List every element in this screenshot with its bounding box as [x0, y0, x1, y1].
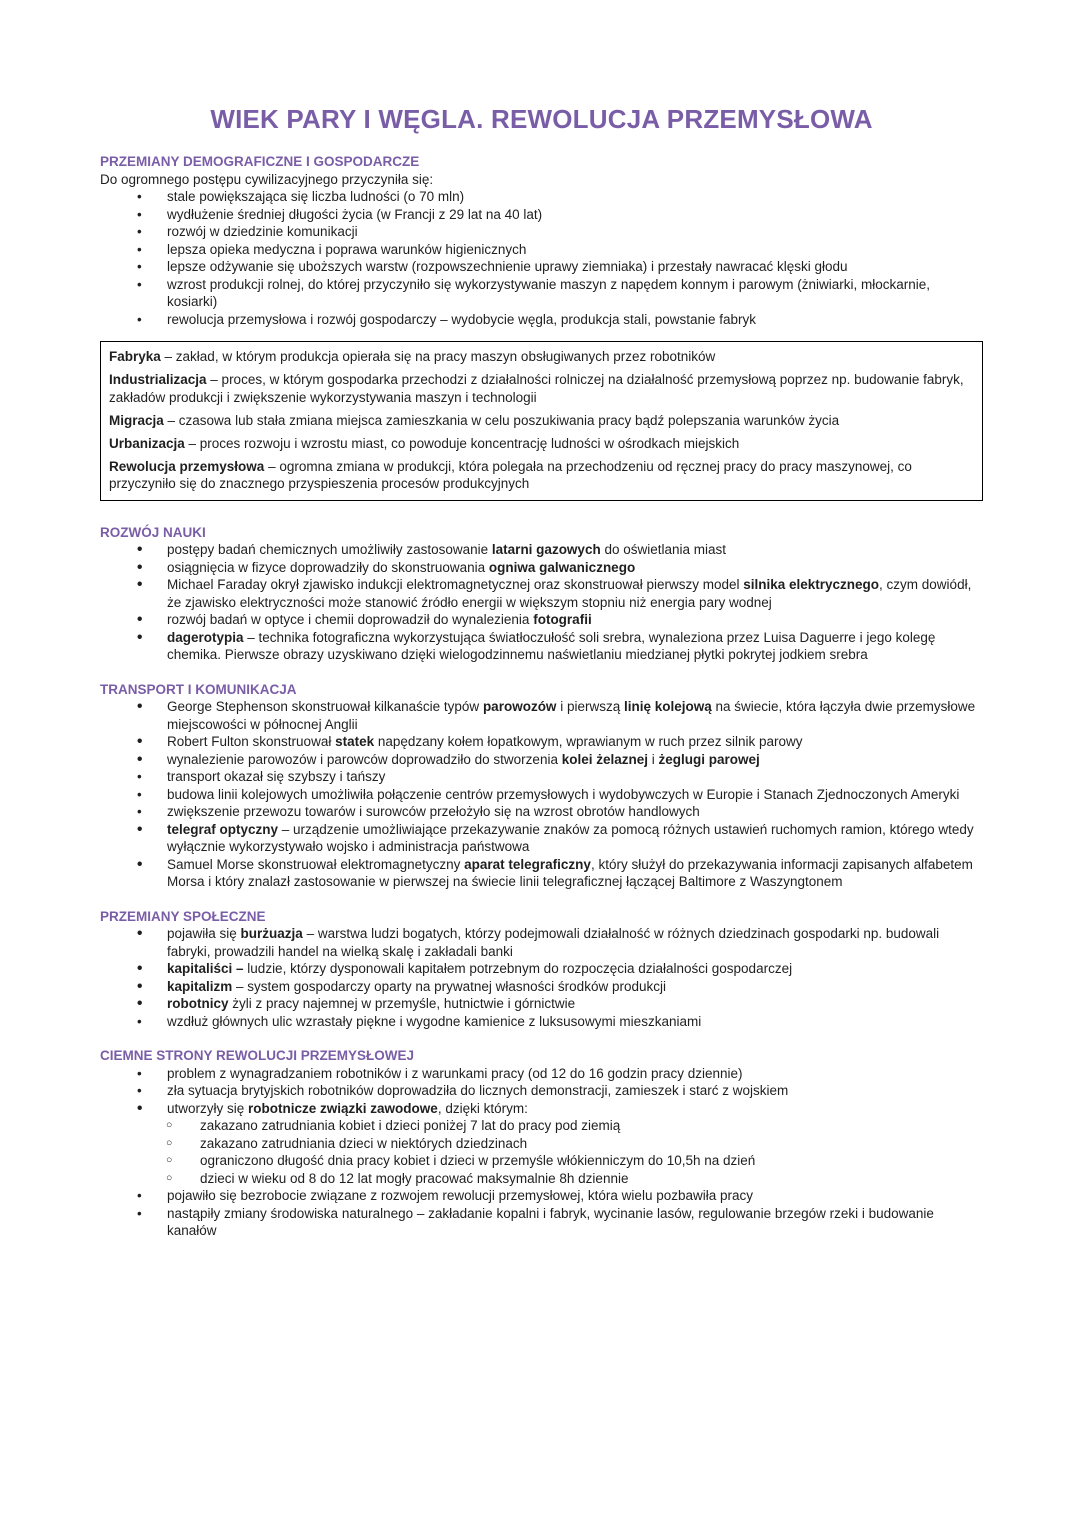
bold-text: parowozów [482, 699, 557, 714]
bold-text: linię kolejową [623, 699, 712, 714]
item-text: kapitaliści – ludzie, którzy dysponowali kapitałem potrzebnym do rozpoczęcia działalności gospodarczej [167, 961, 793, 976]
bullet-icon: • [137, 189, 142, 204]
list-item [100, 1205, 983, 1240]
section-rozwoj-nauki [100, 524, 983, 664]
list-item [100, 960, 983, 978]
list-item [100, 803, 983, 821]
bullet-icon: • [137, 786, 142, 802]
section-przemiany-spoleczne [100, 908, 983, 1031]
list-item [100, 1065, 983, 1083]
item-text: wzrost produkcji rolnej, do której przyczyniło się wykorzystywanie maszyn z napędem konnym i parowym (żniwiarki, młockarnie, kosiarki) [167, 276, 931, 309]
bullet-icon: • [137, 995, 143, 1012]
bullet-icon: • [137, 276, 142, 292]
section-heading: CIEMNE STRONY REWOLUCJI PRZEMYSŁOWEJ [100, 1048, 415, 1063]
definition-entry: Fabryka – zakład, w którym produkcja opierała się na pracy maszyn obsługiwanych przez robotników [109, 349, 716, 364]
item-text: rewolucja przemysłowa i rozwój gospodarczy – wydobycie węgla, produkcja stali, powstanie fabryk [167, 311, 757, 327]
bullet-icon: • [137, 733, 143, 750]
circle-bullet-icon: ○ [166, 1154, 173, 1166]
item-text: utworzyły się robotnicze związki zawodowe, dzięki którym: [167, 1100, 528, 1116]
bold-text: burżuazja [240, 926, 303, 941]
list-item [100, 576, 983, 611]
list-item [100, 925, 983, 960]
list-item [100, 856, 983, 891]
bullet-icon: • [137, 977, 143, 995]
item-text: transport okazał się szybszy i tańszy [167, 769, 386, 784]
item-text: dagerotypia – technika fotograficzna wykorzystująca światłoczułość soli srebra, wynaleziona przez Luisa Daguerre i jego kolegę chemika. Pierwsze obrazy uzyskiwano dzięki wielogodzinnemu naświetlaniu miedzianej płytki pokrytej jodkiem srebra [167, 629, 936, 662]
item-text: wzdłuż głównych ulic wzrastały piękne i wygodne kamienice z luksusowymi mieszkaniami [167, 1013, 702, 1029]
item-text: pojawiła się burżuazja – warstwa ludzi bogatych, którzy podejmowali działalność w różnych dziedzinach gospodarki np. budowali fabryki, prowadzili handel na wielką skalę i zakładali banki [167, 926, 940, 959]
definition-entry: Migracja – czasowa lub stała zmiana miejsca zamieszkania w celu poszukiwania pracy bądź polepszania warunków życia [109, 412, 840, 428]
bullet-icon: • [137, 576, 143, 593]
item-text: Samuel Morse skonstruował elektromagnetyczny aparat telegraficzny, który służył do przekazywania informacji zapisanych alfabetem Morsa i który znalazł zastosowanie w pierwszej na świecie linii telegraficznej łączącej Baltimore z Waszyngtonem [167, 856, 973, 889]
bullet-icon: • [137, 698, 143, 715]
item-text: telegraf optyczny – urządzenie umożliwiające przekazywanie znaków za pomocą różnych ustawień ruchomych ramion, którego wtedy wyłącznie wykorzystywało wojsko i administracja państwowa [167, 821, 974, 854]
bold-text: żeglugi parowej [658, 751, 760, 767]
section-heading: PRZEMIANY SPOŁECZNE [100, 908, 266, 924]
item-text: zwiększenie przewozu towarów i surowców przełożyło się na wzrost obrotów handlowych [167, 804, 700, 819]
item-text: rozwój badań w optyce i chemii doprowadził do wynalezienia fotografii [167, 612, 592, 627]
bullet-list [100, 925, 983, 1030]
bullet-icon: • [137, 1083, 142, 1098]
bullet-icon: • [137, 820, 143, 838]
item-text: budowa linii kolejowych umożliwiła połączenie centrów przemysłowych i wydobywczych w Europie i Stanach Zjednoczonych Ameryki [167, 786, 960, 802]
definition-entry: Industrializacja – proces, w którym gospodarka przechodzi z działalności rolniczej na działalność przemysłową poprzez np. budowanie fabryk, zakładów produkcji i zwiększenie wykorzystywania maszyn i technologii [109, 372, 964, 405]
bullet-icon: • [137, 628, 143, 646]
bold-text: ogniwa galwanicznego [488, 559, 636, 575]
bullet-icon: • [137, 541, 143, 558]
list-item [100, 258, 983, 276]
list-item [100, 751, 983, 769]
list-item [100, 698, 983, 733]
bullet-icon: • [137, 960, 143, 977]
bullet-icon: • [137, 311, 142, 327]
item-text: osiągnięcia w fizyce doprowadziły do skonstruowania ogniwa galwanicznego [167, 559, 636, 575]
section-ciemne-strony-rewolucji-przemyslowej [100, 1047, 983, 1240]
item-text: wydłużenie średniej długości życia (w Francji z 29 lat na 40 lat) [167, 206, 543, 222]
list-item [100, 1135, 983, 1153]
item-text: robotnicy żyli z pracy najemnej w przemyśle, hutnictwie i górnictwie [167, 996, 576, 1011]
item-text: lepsze odżywanie się uboższych warstw (rozpowszechnienie uprawy ziemniaka) i przestały nawracać klęski głodu [167, 259, 848, 274]
bullet-icon: • [137, 769, 142, 784]
list-item [100, 1187, 983, 1205]
section-heading: ROZWÓJ NAUKI [100, 524, 206, 540]
definition-term: Fabryka [109, 349, 161, 364]
bullet-icon: • [137, 558, 143, 576]
bullet-icon: • [137, 750, 143, 768]
bullet-icon: • [137, 1013, 142, 1029]
list-item [100, 1170, 983, 1188]
bold-text: kapitaliści – [167, 961, 244, 976]
definition-entry: Rewolucja przemysłowa – ogromna zmiana w produkcji, która polegała na przechodzeniu od ręcznej pracy do pracy maszynowej, co przyczyniło się do znacznego przyspieszenia procesów produkcyjnych [109, 458, 912, 491]
list-item [100, 223, 983, 241]
list-item [100, 311, 983, 329]
list-item [100, 1013, 983, 1031]
item-text: postępy badań chemicznych umożliwiły zastosowanie latarni gazowych do oświetlania miast [167, 542, 727, 557]
list-item [100, 629, 983, 664]
section-przemiany-demograficzne-i-gospodarcze [100, 153, 983, 328]
list-item [100, 206, 983, 224]
list-item [100, 786, 983, 804]
definition-term: Rewolucja przemysłowa [109, 458, 265, 474]
bullet-icon: • [137, 611, 143, 628]
bullet-icon: • [137, 259, 142, 274]
list-item [100, 821, 983, 856]
list-item [100, 559, 983, 577]
definition-term: Migracja [109, 412, 164, 428]
list-item [100, 1152, 983, 1170]
bullet-icon: • [137, 1065, 142, 1081]
bold-text: kolei żelaznej [561, 751, 649, 767]
list-item [100, 611, 983, 629]
bullet-list [100, 698, 983, 891]
circle-bullet-icon: ○ [166, 1119, 173, 1131]
item-text: kapitalizm – system gospodarczy oparty na prywatnej własności środków produkcji [167, 978, 666, 994]
item-text: ograniczono długość dnia pracy kobiet i dzieci w przemyśle włókienniczym do 10,5h na dzień [200, 1153, 756, 1168]
list-item [100, 768, 983, 786]
bullet-icon: • [137, 804, 142, 819]
item-text: Michael Faraday okrył zjawisko indukcji elektromagnetycznej oraz skonstruował pierwszy model silnika elektrycznego, czym dowiódł, że zjawisko elektryczności może stanowić źródło energii w większym stopniu niż energia pary wodnej [167, 577, 972, 610]
item-text: rozwój w dziedzinie komunikacji [167, 224, 358, 239]
bullet-icon: • [137, 241, 142, 257]
bullet-icon: • [137, 224, 142, 239]
bold-text: fotografii [533, 612, 592, 627]
item-text: Robert Fulton skonstruował statek napędzany kołem łopatkowym, wprawianym w ruch przez silnik parowy [167, 734, 803, 749]
bullet-icon: • [137, 925, 143, 942]
item-text: zakazano zatrudniania dzieci w niektórych dziedzinach [200, 1135, 528, 1151]
bold-text: statek [335, 734, 375, 749]
list-item [100, 1117, 983, 1135]
item-text: George Stephenson skonstruował kilkanaście typów parowozów i pierwszą linię kolejową na świecie, która łączyła dwie przemysłowe miejscowości w północnej Anglii [167, 699, 976, 732]
item-text: dzieci w wieku od 8 do 12 lat mogły pracować maksymalnie 8h dziennie [200, 1170, 629, 1186]
bullet-list [100, 541, 983, 664]
document-body [100, 153, 983, 1240]
bold-text: kapitalizm [167, 978, 233, 994]
list-item [100, 541, 983, 559]
section-transport-i-komunikacja [100, 681, 983, 891]
bullet-icon: • [137, 1099, 143, 1117]
item-text: wynalezienie parowozów i parowców doprowadziło do stworzenia kolei żelaznej i żeglugi parowej [167, 751, 760, 767]
bullet-icon: • [137, 206, 142, 222]
bold-text: robotnicy [167, 996, 229, 1011]
bold-text: aparat telegraficzny [464, 856, 591, 872]
item-text: lepsza opieka medyczna i poprawa warunków higienicznych [167, 241, 527, 257]
section-heading: PRZEMIANY DEMOGRAFICZNE I GOSPODARCZE [100, 154, 420, 169]
bold-text: dagerotypia [167, 629, 244, 645]
item-text: zakazano zatrudniania kobiet i dzieci poniżej 7 lat do pracy pod ziemią [200, 1118, 621, 1133]
item-text: zła sytuacja brytyjskich robotników doprowadziła do licznych demonstracji, zamieszek i starć z wojskiem [167, 1083, 789, 1098]
list-item [100, 241, 983, 259]
item-text: stale powiększająca się liczba ludności (o 70 mln) [167, 189, 465, 204]
bold-text: latarni gazowych [491, 542, 601, 557]
list-item [100, 733, 983, 751]
bullet-list [100, 1065, 983, 1240]
page-title: WIEK PARY I WĘGLA. REWOLUCJA PRZEMYSŁOWA [210, 104, 873, 134]
section-heading: TRANSPORT I KOMUNIKACJA [100, 681, 297, 697]
list-item [100, 995, 983, 1013]
definition-term: Industrializacja [109, 372, 207, 387]
item-text: pojawiło się bezrobocie związane z rozwojem rewolucji przemysłowej, która wielu pozbawiła pracy [167, 1188, 753, 1203]
bold-text: silnika elektrycznego [743, 577, 880, 592]
bullet-icon: • [137, 855, 143, 873]
item-text: problem z wynagradzaniem robotników i z warunkami pracy (od 12 do 16 godzin pracy dziennie) [167, 1065, 743, 1081]
item-text: nastąpiły zmiany środowiska naturalnego – zakładanie kopalni i fabryk, wycinanie lasów, regulowanie brzegów rzeki i budowanie kanałów [167, 1205, 934, 1238]
list-item [100, 276, 983, 311]
bullet-icon: • [137, 1188, 142, 1203]
bold-text: telegraf optyczny [167, 821, 279, 837]
document-content [100, 102, 983, 1240]
bold-text: robotnicze związki zawodowe [248, 1100, 438, 1116]
circle-bullet-icon: ○ [166, 1136, 173, 1149]
list-item [100, 1082, 983, 1100]
section-intro: Do ogromnego postępu cywilizacyjnego przyczyniła się: [100, 171, 434, 187]
definition-term: Urbanizacja [109, 435, 185, 451]
list-item [100, 978, 983, 996]
list-item [100, 1100, 983, 1118]
circle-bullet-icon: ○ [166, 1171, 173, 1184]
list-item [100, 188, 983, 206]
bullet-icon: • [137, 1205, 142, 1221]
definitions-box [100, 341, 983, 501]
bullet-list [100, 188, 983, 328]
definition-entry: Urbanizacja – proces rozwoju i wzrostu miast, co powoduje koncentrację ludności w ośrodkach miejskich [109, 435, 740, 451]
